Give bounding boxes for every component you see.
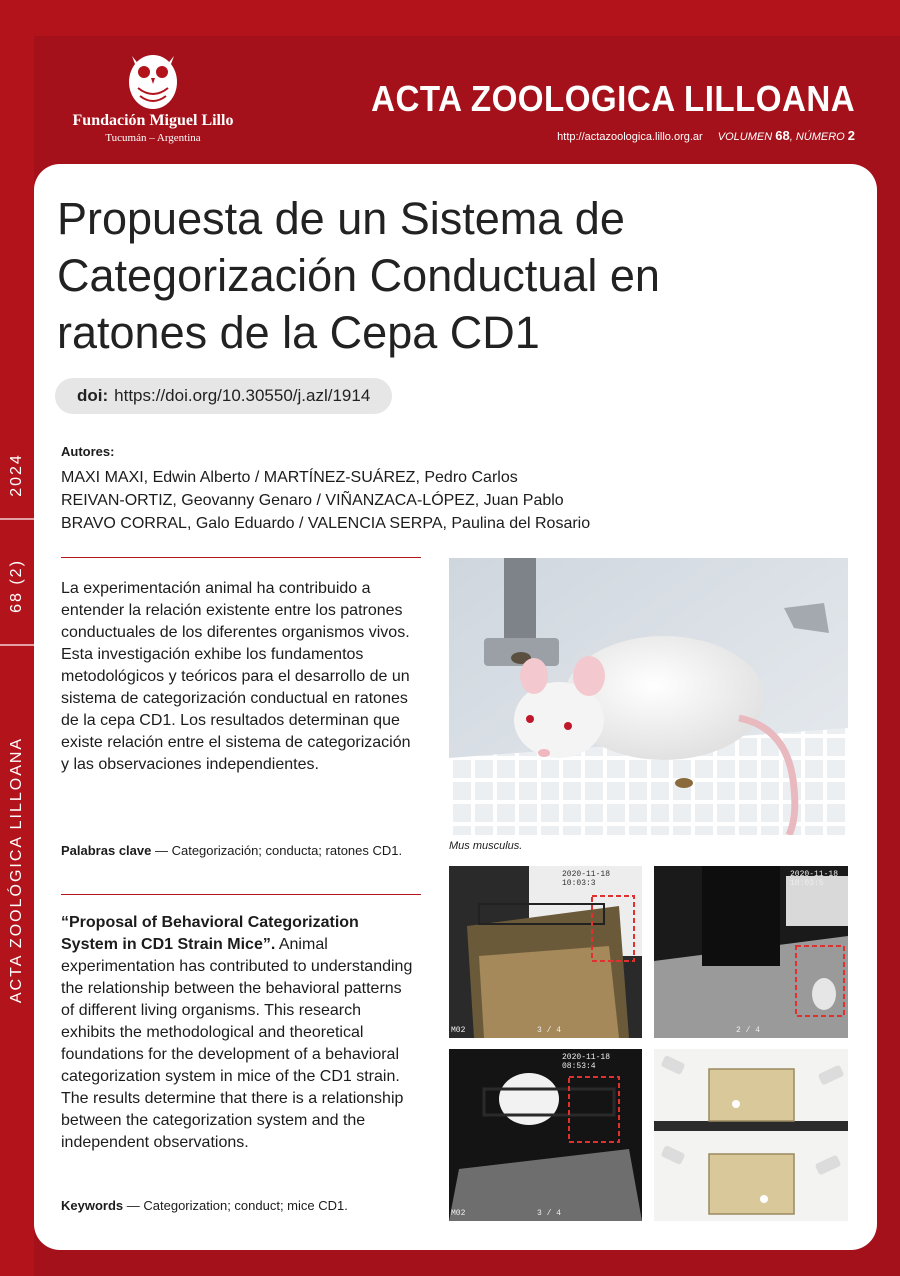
journal-title: ACTA ZOOLOGICA LILLOANA <box>370 78 855 119</box>
camera-page: 3 / 4 <box>537 1026 562 1035</box>
camera-photo-2 <box>654 866 848 1038</box>
publisher-logo <box>58 42 248 144</box>
abstract-es: La experimentación animal ha contribuido a entender la relación existente entre los patrones conductuales de los diferentes organismos vivos. Esta investigación exhibe los fundamentos metodológicos y teóricos para el desarrollo de un sistema de categorización conductual en ratones de la cepa CD1. Los resultados determinan que existe relación entre el sistema de categorización y las observaciones independientes. <box>61 580 411 773</box>
volume-number: 68 <box>775 128 790 143</box>
mouse-photo <box>449 558 848 835</box>
volume-label: VOLUMEN <box>717 131 773 143</box>
camera-page: 3 / 4 <box>537 1209 562 1218</box>
camera-photo-3 <box>449 1049 642 1221</box>
keywords-es <box>61 842 411 860</box>
keywords-en <box>61 1198 348 1213</box>
divider <box>61 557 421 558</box>
journal-meta: http://actazoologica.lillo.org.ar VOLUMEN 68, NÚMERO 2 <box>557 128 855 143</box>
camera-id: M02 <box>451 1026 466 1035</box>
camera-id: M02 <box>451 1209 466 1218</box>
issue-number: 2 <box>847 128 855 143</box>
article-title: Propuesta de un Sistema de Categorización Conductual en ratones de la Cepa CD1 <box>57 193 660 358</box>
abstract-en-text: Animal experimentation has contributed to understanding the relationship between the behavioral patterns of different living organisms. This research exhibits the methodological and theoretical foundations for the development of a behavioral categorization system in mice of the CD1 strain. The results determine that there is a relationship between the categorization system and the independent observations. <box>61 936 413 1151</box>
keywords-en-text: — Categorization; conduct; mice CD1. <box>126 1198 348 1213</box>
authors-label: Autores: <box>61 444 115 459</box>
divider <box>61 894 421 895</box>
author-line: REIVAN-ORTIZ, Geovanny Genaro / VIÑANZACA-LÓPEZ, Juan Pablo <box>61 492 564 509</box>
abstract-en <box>61 912 413 1154</box>
owl-logo-icon <box>118 42 188 110</box>
side-issue: 68 (2) <box>8 559 25 613</box>
publisher-location: Tucumán – Argentina <box>105 132 201 144</box>
side-band <box>0 400 34 1004</box>
issue-label: NÚMERO <box>795 131 845 143</box>
camera-photo-4 <box>654 1049 848 1221</box>
side-year: 2024 <box>8 453 25 497</box>
keywords-en-label: Keywords <box>61 1198 124 1213</box>
doi-pill[interactable] <box>55 378 392 414</box>
camera-photo-1 <box>449 866 642 1038</box>
camera-timestamp: 2020-11-18 08:53:4 <box>562 1053 611 1071</box>
keywords-es-label: Palabras clave <box>61 843 152 858</box>
doi-link[interactable]: https://doi.org/10.30550/j.azl/1914 <box>114 386 371 405</box>
publisher-name: Fundación Miguel Lillo <box>72 112 234 129</box>
author-line: MAXI MAXI, Edwin Alberto / MARTÍNEZ-SUÁREZ, Pedro Carlos <box>61 469 518 486</box>
camera-page: 2 / 4 <box>736 1026 761 1035</box>
keywords-es-text: — Categorización; conducta; ratones CD1. <box>154 843 403 858</box>
side-journal-title: ACTA ZOOLÓGICA LILLOANA <box>8 736 25 1004</box>
figure-caption: Mus musculus. <box>449 840 523 852</box>
camera-timestamp: 2020-11-18 10:03:3 <box>562 870 611 888</box>
doi-label: doi: <box>77 386 109 405</box>
camera-timestamp: 2020-11-18 10:03:5 <box>790 870 839 888</box>
journal-url[interactable]: http://actazoologica.lillo.org.ar <box>557 131 703 143</box>
english-title: “Proposal of Behavioral Categorization System in CD1 Strain Mice”. <box>61 914 359 953</box>
author-line: BRAVO CORRAL, Galo Eduardo / VALENCIA SERPA, Paulina del Rosario <box>61 515 591 532</box>
authors-list <box>61 466 590 535</box>
